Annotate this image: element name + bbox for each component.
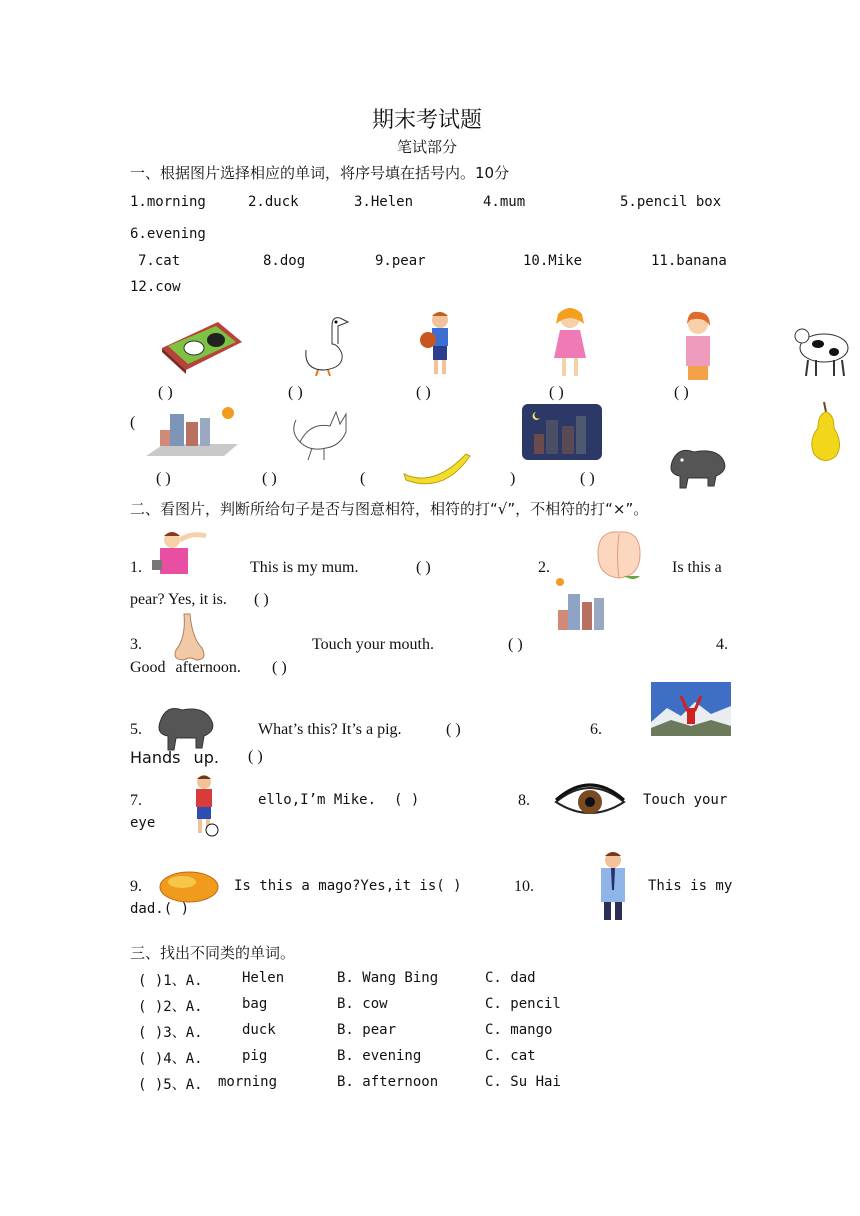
choice-prefix[interactable]: ( )1、A. <box>138 973 203 989</box>
answer-paren[interactable]: ( ) <box>248 748 263 765</box>
choice-prefix[interactable]: ( )2、A. <box>138 999 203 1015</box>
answer-paren[interactable]: ( ) <box>254 591 269 608</box>
eye-picture <box>554 780 626 822</box>
statement-text: Good afternoon. <box>130 659 241 676</box>
statement-text: This is my mum. <box>250 559 359 576</box>
choice-c: C. cat <box>485 1048 536 1064</box>
statement-text: Is this a <box>672 559 722 576</box>
item-number: 1. <box>130 559 142 576</box>
item-number: 10. <box>514 878 534 895</box>
answer-paren[interactable]: ( ) <box>272 659 287 676</box>
answer-paren[interactable]: ( ) <box>446 721 461 738</box>
word-item: 2.duck <box>248 194 299 210</box>
mike-football-picture <box>188 774 220 838</box>
mum-waving-picture <box>150 528 210 576</box>
item-number: 3. <box>130 636 142 653</box>
choice-c: C. mango <box>485 1022 553 1038</box>
answer-paren[interactable]: ( <box>130 414 136 431</box>
section2-heading: 二、看图片，判断所给句子是否与图意相符，相符的打“√”，不相符的打“×”。 <box>130 500 649 518</box>
choice-b: B. cow <box>337 996 388 1012</box>
choice-b: B. pear <box>337 1022 397 1038</box>
page-subtitle: 笔试部分 <box>397 138 458 156</box>
statement-text: Touch your mouth. <box>312 636 434 653</box>
dad-picture <box>596 850 630 922</box>
word-item: 4.mum <box>483 194 526 210</box>
nose-picture <box>168 612 208 664</box>
answer-paren[interactable]: ( ) <box>580 470 595 487</box>
choice-a: duck <box>242 1022 276 1038</box>
word-item: 8.dog <box>263 253 306 269</box>
statement-text: What’s this? It’s a pig. <box>258 721 402 738</box>
word-item: 5.pencil box <box>620 194 722 210</box>
answer-paren[interactable]: ( ) <box>416 384 431 401</box>
answer-paren[interactable]: ( ) <box>508 636 523 653</box>
item-number: 8. <box>518 792 530 809</box>
answer-paren[interactable]: ( ) <box>156 470 171 487</box>
statement-text: Touch your <box>643 792 728 808</box>
item-number: 2. <box>538 559 550 576</box>
word-item: 7.cat <box>138 253 181 269</box>
answer-paren[interactable]: ( ) <box>158 384 173 401</box>
pencil-box-picture <box>158 318 244 374</box>
choice-c: C. Su Hai <box>485 1074 561 1090</box>
answer-paren[interactable]: ( ) <box>416 559 431 576</box>
item-number: 5. <box>130 721 142 738</box>
dog-picture-2 <box>152 700 218 752</box>
peach-picture <box>594 526 644 582</box>
word-item: 11.banana <box>651 253 727 269</box>
word-item: 1.morning <box>130 194 206 210</box>
item-number: 7. <box>130 792 142 809</box>
word-item: 12.cow <box>130 279 181 295</box>
word-item: 10.Mike <box>523 253 583 269</box>
item-number: 6. <box>590 721 602 738</box>
city-evening-picture <box>522 404 602 460</box>
choice-a: Helen <box>242 970 285 986</box>
choice-a: pig <box>242 1048 268 1064</box>
statement-text: This is my <box>648 878 733 894</box>
answer-paren[interactable]: ) <box>510 470 516 487</box>
choice-a: morning <box>218 1074 278 1090</box>
city-morning-picture <box>144 404 238 460</box>
answer-paren[interactable]: ( ) <box>549 384 564 401</box>
cow-picture <box>794 320 854 378</box>
statement-text: pear? Yes, it is. <box>130 591 227 608</box>
choice-prefix[interactable]: ( )4、A. <box>138 1051 203 1067</box>
banana-picture <box>400 446 474 490</box>
answer-paren[interactable]: ( ) <box>262 470 277 487</box>
section1-heading: 一、根据图片选择相应的单词，将序号填在括号内。10分 <box>130 164 510 182</box>
hands-up-picture <box>651 682 731 736</box>
answer-paren[interactable]: ( <box>360 470 366 487</box>
city-afternoon-picture <box>554 576 614 636</box>
dog-picture <box>664 442 730 490</box>
statement-text[interactable]: dad.( ) <box>130 901 190 917</box>
choice-c: C. dad <box>485 970 536 986</box>
item-number: 4. <box>716 636 728 653</box>
statement-text: Hands up. <box>130 748 219 767</box>
answer-paren[interactable]: ( ) <box>288 384 303 401</box>
statement-text[interactable]: Is this a mago?Yes,it is( ) <box>234 878 462 894</box>
choice-prefix[interactable]: ( )3、A. <box>138 1025 203 1041</box>
choice-b: B. evening <box>337 1048 422 1064</box>
choice-a: bag <box>242 996 268 1012</box>
page-title: 期末考试题 <box>372 108 483 133</box>
word-item: 3.Helen <box>354 194 414 210</box>
word-item: 9.pear <box>375 253 426 269</box>
boy-with-ball-picture <box>418 310 458 380</box>
choice-b: B. afternoon <box>337 1074 439 1090</box>
section3-heading: 三、找出不同类的单词。 <box>130 944 296 962</box>
statement-text: eye <box>130 815 156 831</box>
word-item: 6.evening <box>130 226 206 242</box>
item-number: 9. <box>130 878 142 895</box>
answer-paren[interactable]: ( ) <box>674 384 689 401</box>
cat-picture <box>290 402 354 462</box>
girl-picture <box>548 302 592 380</box>
choice-c: C. pencil <box>485 996 561 1012</box>
answer-paren[interactable]: ( ) <box>394 792 420 808</box>
choice-prefix[interactable]: ( )5、A. <box>138 1077 203 1093</box>
pear-picture <box>806 400 844 466</box>
woman-picture <box>680 310 716 382</box>
duck-picture <box>298 310 350 376</box>
choice-b: B. Wang Bing <box>337 970 439 986</box>
statement-text: ello,I’m Mike. <box>258 792 377 808</box>
